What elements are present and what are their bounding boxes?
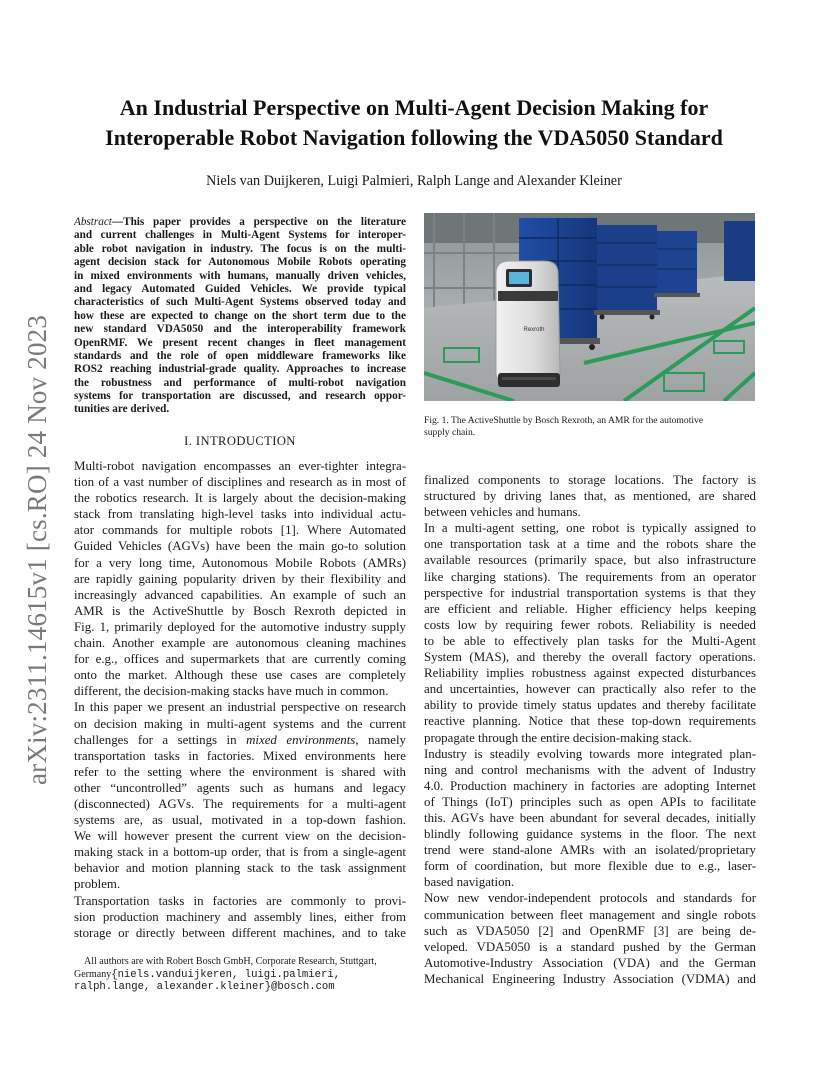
abstract-label: Abstract	[74, 216, 112, 228]
body-line: on decision making in multi-agent systems and the current	[74, 716, 406, 731]
body-line: blindly following guidance systems in the floor. The next	[424, 827, 756, 842]
robot-shape	[496, 261, 560, 387]
body-line: ability to provide timely status updates and thereby facilitate	[424, 698, 756, 713]
abstract-line: OpenRMF. We present recent changes in fleet management	[74, 336, 406, 349]
body-line: Industry is steadily evolving towards more integrated plan-	[424, 746, 756, 761]
body-line: ning and control mechanisms with the advent of Industry	[424, 762, 756, 777]
abstract-line: the robustness and performance of multi-robot navigation	[74, 376, 406, 389]
body-line: reactive planning. Notice that these top-down requirements	[424, 714, 756, 729]
abstract-dash: —	[111, 216, 124, 228]
author-list: Niels van Duijkeren, Luigi Palmieri, Ralph Lange and Alexander Kleiner	[206, 173, 622, 189]
body-line: are rapidly gaining popularity driven by their flexibility and	[74, 571, 406, 586]
email-list: ralph.lange, alexander.kleiner}@bosch.com	[74, 981, 335, 994]
body-line: stack from translating high-level tasks into individual actu-	[74, 507, 406, 522]
body-line: making stack in a bottom-up order, that is from a single-agent	[74, 845, 406, 860]
body-line: onto the market. Although these use cases are completely	[74, 668, 406, 683]
abstract-line: standards and the role of open middleware frameworks like	[74, 349, 406, 362]
paper-title	[70, 93, 758, 153]
body-line: of Things (IoT) principles such as open APIs to facilitate	[424, 794, 756, 809]
title-line: An Industrial Perspective on Multi-Agent Decision Making for	[119, 95, 709, 120]
footnote-text: Germany	[74, 968, 112, 980]
caption-line: supply chain.	[424, 427, 476, 439]
body-line: to be able to effectively plan tasks for the Multi-Agent	[424, 633, 756, 648]
footnote-line	[74, 969, 406, 982]
abstract	[74, 216, 406, 417]
title-line: Interoperable Robot Navigation following the VDA5050 Standard	[105, 125, 723, 150]
body-line: In a multi-agent setting, one robot is typically assigned to	[424, 521, 756, 536]
body-line: System (MAS), and thereby the overall factory operations.	[424, 650, 756, 665]
body-line: behavior and motion planning stack to the task assignment	[74, 861, 406, 876]
body-line: between vehicles and humans.	[424, 505, 581, 520]
abstract-line	[74, 216, 406, 229]
body-line: Guided Vehicles (AGVs) have been the main go-to solution	[74, 539, 406, 554]
footnote-line	[74, 981, 406, 994]
section-heading: I. INTRODUCTION	[184, 434, 296, 448]
abstract-line: agent decision stack for Autonomous Mobile Robots operating	[74, 256, 406, 269]
abstract-line: and legacy Automated Guided Vehicles. We provide typical	[74, 282, 406, 295]
abstract-line: characteristics of such Multi-Agent Systems observed today and	[74, 296, 406, 309]
body-line: tion of a vast number of disciplines and research as in most of	[74, 475, 406, 490]
body-line: such as VDA5050 [2] and OpenRMF [3] are being de-	[424, 923, 756, 938]
body-line: systems are, as usual, motivated in a top-down fashion.	[74, 813, 406, 828]
footnote-line: All authors are with Robert Bosch GmbH, Corporate Research, Stuttgart,	[84, 956, 377, 967]
emphasis-text: mixed environments	[246, 732, 356, 747]
body-line: one transportation task at a time and the robots share the	[424, 537, 756, 552]
body-line: Reliability implies robustness against expected disturbances	[424, 666, 756, 681]
abstract-line: tunities are derived.	[74, 403, 170, 416]
caption-line: Fig. 1. The ActiveShuttle by Bosch Rexroth, an AMR for the automotive	[424, 415, 704, 426]
body-line: Fig. 1, primarily deployed for the automotive industry supply	[74, 619, 406, 634]
body-line: veloped. VDA5050 is a standard pushed by the German	[424, 939, 756, 954]
body-line: communication between fleet management and single robots	[424, 907, 756, 922]
body-line: like charging stations). The requirements from an operator	[424, 569, 756, 584]
body-line: increasingly advanced capabilities. An example of such an	[74, 587, 406, 602]
body-line: propagate through the entire decision-making stack.	[424, 730, 692, 745]
body-line: are efficient and reliable. Higher efficiency helps keeping	[424, 601, 756, 616]
abstract-line: new standard VDA5050 and the interoperability framework	[74, 323, 406, 336]
abstract-line: how these are expected to change on the short term due to the	[74, 309, 406, 322]
body-line: for a very long time, Autonomous Mobile Robots (AMRs)	[74, 555, 406, 570]
body-line: refer to the setting where the environment is shared with	[74, 764, 406, 779]
body-line: Mechanical Engineering Industry Association (VDMA) and	[424, 971, 756, 986]
robot-brand-label: Rexroth	[523, 327, 545, 333]
body-column-right	[424, 472, 756, 987]
abstract-line: in mixed environments with humans, manually driven vehicles,	[74, 269, 406, 282]
body-line: finalized components to storage locations. The factory is	[424, 473, 756, 487]
body-line: based navigation.	[424, 875, 515, 890]
body-line: (disconnected) AGVs. The requirements for a multi-agent	[74, 796, 406, 811]
body-line: costs low by requiring fewer robots. Reliability is needed	[424, 617, 756, 632]
body-line: for e.g., offices and supermarkets that are currently coming	[74, 652, 406, 667]
body-line: storage or directly between different machines, and to take	[74, 925, 406, 940]
abstract-line: systems for transportation are discussed, and research oppor-	[74, 390, 406, 403]
body-line: AMR is the ActiveShuttle by Bosch Rexroth depicted in	[74, 603, 406, 618]
abstract-text: This paper provides a perspective on the literature	[123, 216, 406, 228]
body-line: transportation tasks in factories. Mixed environments here	[74, 748, 406, 763]
photo-illustration	[424, 213, 755, 401]
body-line: chain. Another example are autonomous cleaning machines	[74, 636, 406, 651]
author-affiliation-footnote	[74, 956, 406, 994]
body-line: Multi-robot navigation encompasses an ever-tighter integra-	[74, 459, 406, 473]
body-line: the robotics research. It is largely about the decision-making	[74, 491, 406, 506]
body-line: 4.0. Production machinery in factories are adopting Internet	[424, 778, 756, 793]
body-line: structured by driving lanes that, as mentioned, are shared	[424, 489, 756, 504]
body-line: Automotive-Industry Association (VDA) and the German	[424, 955, 756, 970]
body-line: In this paper we present an industrial perspective on research	[74, 700, 406, 715]
body-column-left	[74, 458, 406, 941]
abstract-line: able robot navigation in industry. The focus is on the multi-	[74, 242, 406, 255]
arxiv-identifier: arXiv:2311.14615v1 [cs.RO] 24 Nov 2023	[22, 314, 52, 785]
body-line: perspective for industrial transportation systems is that they	[424, 585, 756, 600]
figure-caption	[424, 415, 756, 440]
body-line: form of coordination, but more flexible due to e.g., laser-	[424, 859, 756, 874]
body-line: this. AGVs have been abundant for several decades, initially	[424, 810, 756, 825]
figure-activeshuttle-photo	[424, 213, 755, 401]
body-line: different, the decision-making stacks have much in common.	[74, 684, 389, 699]
body-line: trend were stand-alone AMRs with an isolated/proprietary	[424, 843, 756, 858]
body-line: and uncertainties, however can practically also refer to the	[424, 682, 756, 697]
body-line: problem.	[74, 877, 121, 892]
body-line: We will however present the current view on the decision-	[74, 829, 406, 844]
body-line	[74, 732, 406, 748]
body-line: other “uncontrolled” agents such as humans and legacy	[74, 780, 406, 795]
body-line: Now new vendor-independent protocols and standards for	[424, 891, 756, 906]
body-line: Transportation tasks in factories are commonly to provi-	[74, 893, 406, 908]
body-line: available resources (primarily space, but also infrastructure	[424, 553, 756, 568]
abstract-line: and current challenges in Multi-Agent Systems for interoper-	[74, 229, 406, 242]
email-list: {niels.vanduijkeren, luigi.palmieri,	[111, 968, 341, 981]
abstract-line: ROS2 reaching industrial-grade quality. Approaches to increase	[74, 363, 406, 376]
body-text: challenges for a settings in	[74, 732, 247, 747]
body-line: sion production machinery and assembly lines, either from	[74, 909, 406, 924]
body-text: , namely	[355, 732, 406, 747]
body-line: ator commands for multiple robots [1]. Where Automated	[74, 523, 406, 538]
